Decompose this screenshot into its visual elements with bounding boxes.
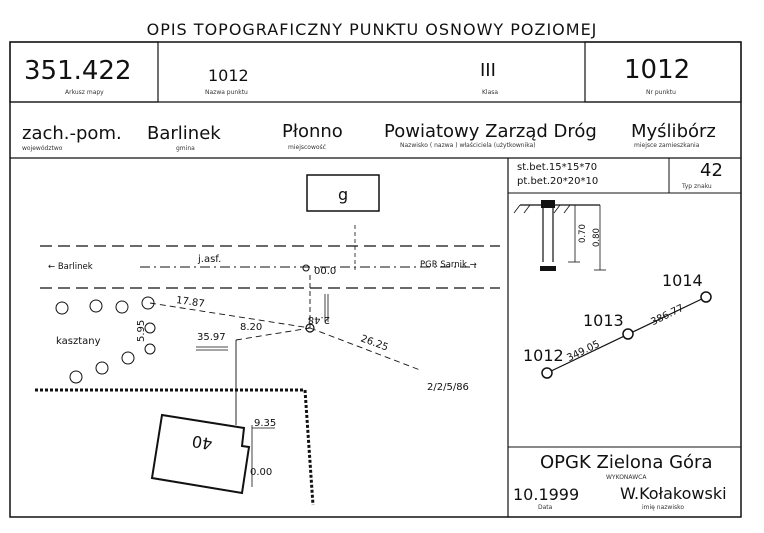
distance-5-95: 5.95 <box>136 319 147 342</box>
network-distance-386-77: 386.77 <box>649 302 686 329</box>
commune-label: gmina <box>176 145 195 152</box>
company-label: WYKONAWCA <box>606 474 647 481</box>
network-distance-349-05: 349.05 <box>565 338 602 365</box>
direction-barlinek: ← Barlinek <box>48 262 93 272</box>
point-number-label: Nr punktu <box>646 89 676 96</box>
marker-spec-1: st.bet.15*15*70 <box>517 162 598 173</box>
point-name-label: Nazwa punktu <box>205 89 248 96</box>
network-label-1012: 1012 <box>523 346 564 365</box>
distance-2-48: 2.48 <box>307 314 330 325</box>
marker-type-label: Typ znaku <box>682 183 712 190</box>
place-label: miejscowość <box>288 144 326 151</box>
outer-frame <box>10 42 741 517</box>
marker-head <box>541 200 555 208</box>
marker-post <box>543 208 553 262</box>
trees-label: kasztany <box>56 336 101 347</box>
date-value: 10.1999 <box>513 485 580 504</box>
depth-0-80: 0.80 <box>592 228 602 247</box>
distance-35-97: 35.97 <box>197 332 226 343</box>
network-label-1014: 1014 <box>662 271 703 290</box>
sheet-number: 351.422 <box>24 56 132 86</box>
underline-35-97 <box>196 347 228 350</box>
commune: Barlinek <box>147 123 221 144</box>
road-zero-mark <box>303 265 309 271</box>
owner: Powiatowy Zarząd Dróg <box>384 121 597 142</box>
distance-26-25: 26.25 <box>358 333 390 354</box>
depth-0-70: 0.70 <box>578 224 588 243</box>
voivodeship: zach.-pom. <box>22 123 122 144</box>
network-label-1013: 1013 <box>583 311 624 330</box>
distance-17-87: 17.87 <box>175 295 206 310</box>
building-40 <box>152 415 249 493</box>
place: Płonno <box>282 121 343 142</box>
point-number: 1012 <box>624 55 691 85</box>
class-value: III <box>480 60 496 81</box>
page-title: OPIS TOPOGRAFICZNY PUNKTU OSNOWY POZIOMEJ <box>146 20 598 39</box>
stamp-label: 2/2/5/86 <box>427 382 469 393</box>
residence: Myślibórz <box>631 121 716 142</box>
voivodeship-label: województwo <box>22 145 63 152</box>
road-surface: j.asf. <box>198 254 222 265</box>
distance-9-35: 9.35 <box>254 418 277 429</box>
marker-type: 42 <box>700 160 723 181</box>
distance-8-20: 8.20 <box>240 322 263 333</box>
class-label: Klasa <box>482 89 499 96</box>
direction-pgr-sarnik: PGR Sarnik → <box>420 260 477 270</box>
building-40-label: 40 <box>190 431 214 454</box>
owner-label: Nazwisko ( nazwa ) właściciela (użytkownika) <box>400 142 536 149</box>
marker-plate <box>540 266 556 271</box>
author-name: W.Kołakowski <box>620 484 727 503</box>
fence-vertical <box>305 390 313 505</box>
zero-road-label: 00.0 <box>314 266 337 277</box>
zero-bottom-label: 0.00 <box>250 467 273 478</box>
company-name: OPGK Zielona Góra <box>540 452 713 473</box>
sheet-label: Arkusz mapy <box>65 89 104 96</box>
line-17-87 <box>150 303 310 328</box>
network-point-1013 <box>623 329 633 339</box>
network-point-1012 <box>542 368 552 378</box>
residence-label: miejsce zamieszkania <box>634 142 700 149</box>
marker-spec-2: pt.bet.20*20*10 <box>517 176 599 187</box>
building-g-label: g <box>338 185 349 204</box>
point-name: 1012 <box>208 66 249 85</box>
date-label: Data <box>538 504 553 511</box>
author-label: imię nazwisko <box>642 504 685 511</box>
network-point-1014 <box>701 292 711 302</box>
